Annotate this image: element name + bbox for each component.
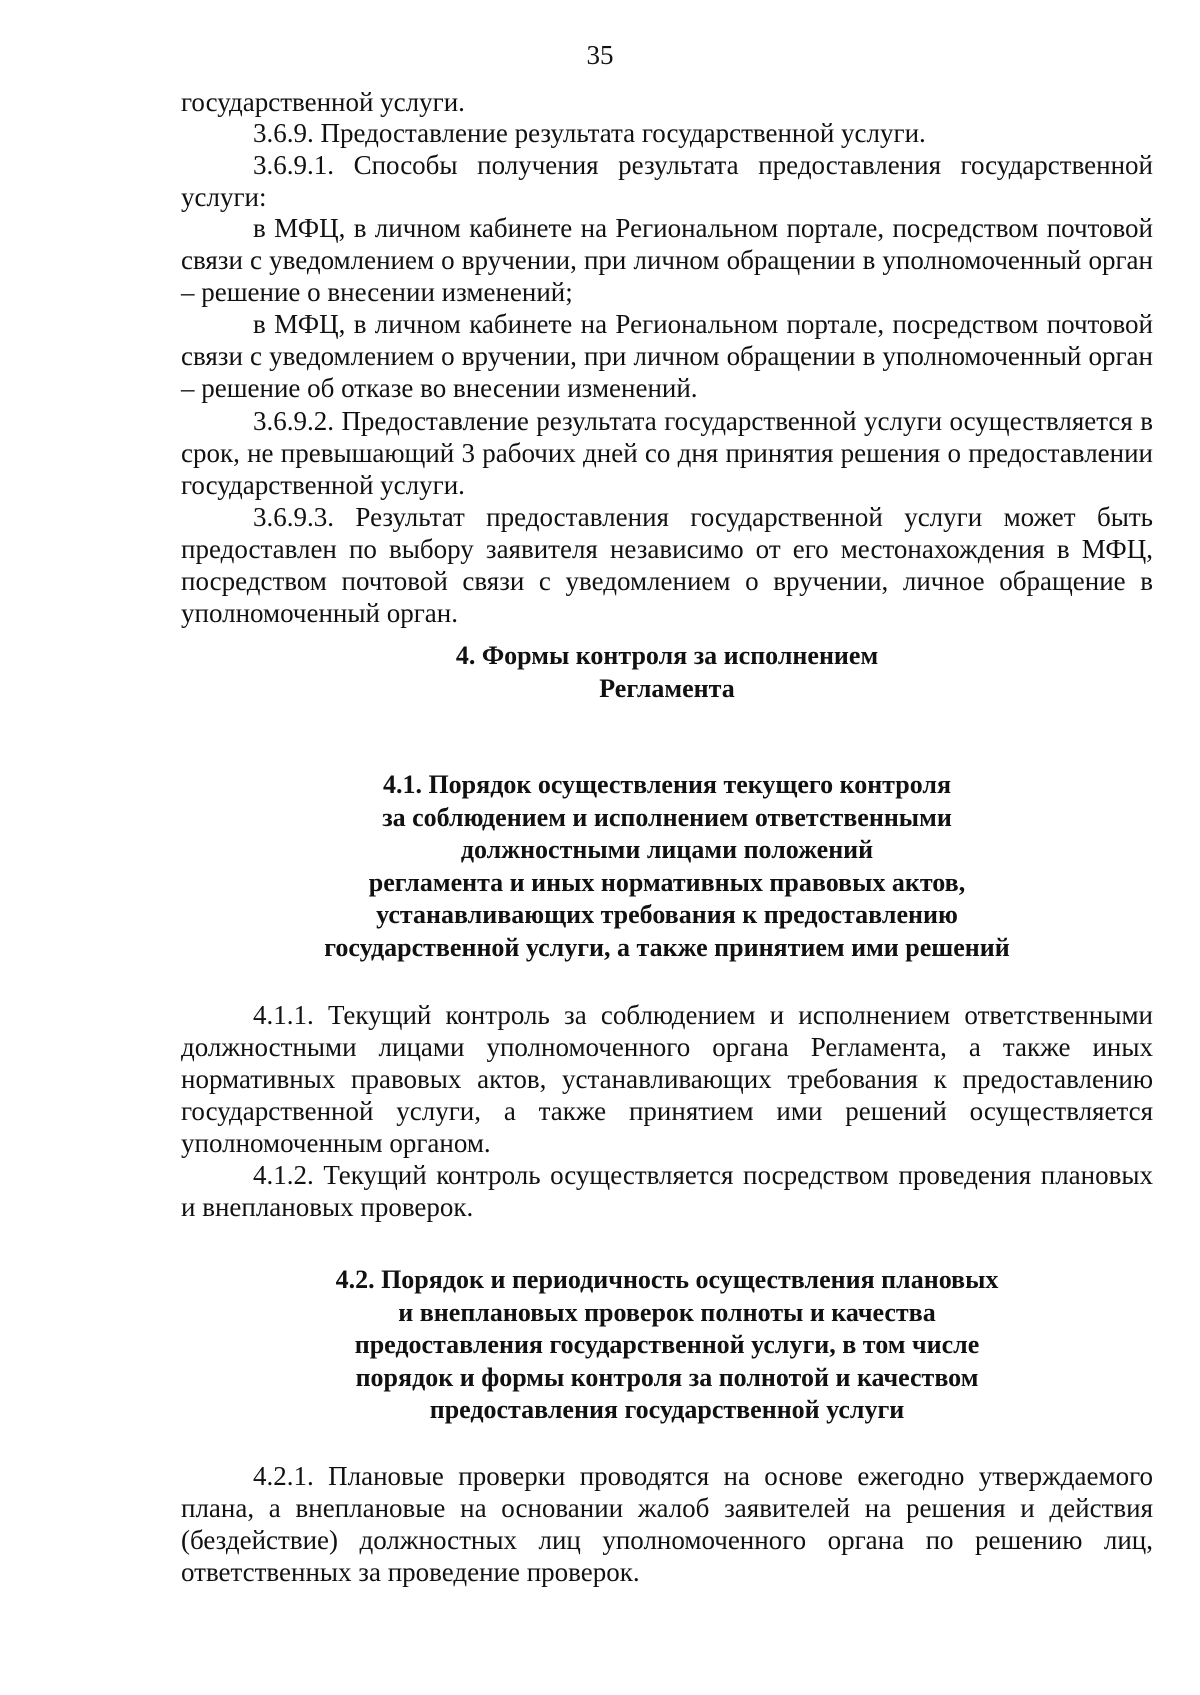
heading-line: должностными лицами положений: [460, 835, 874, 864]
paragraph-3-6-9-2: 3.6.9.2. Предоставление результата государственной услуги осуществляется в срок, не превышающий 3 рабочих дней со дня принятия решения о предоставлении государственной услуги.: [181, 406, 1153, 500]
heading-line: государственной услуги, а также принятием ими решений: [324, 932, 1010, 962]
paragraph-continuation: государственной услуги.: [181, 87, 465, 117]
section-heading-4-1: [181, 769, 1153, 964]
heading-line: предоставления государственной услуги: [429, 1395, 905, 1424]
paragraph-method-changes: в МФЦ, в личном кабинете на Региональном портале, посредством почтовой связи с уведомлением о вручении, при личном обращении в уполномоченный орган – решение о внесении изменений;: [181, 213, 1153, 307]
heading-line: порядок и формы контроля за полнотой и качеством: [355, 1362, 979, 1392]
heading-line: 4.2. Порядок и периодичность осуществления плановых: [335, 1265, 999, 1294]
heading-line: Регламента: [599, 673, 735, 703]
heading-line: 4.1. Порядок осуществления текущего контроля: [382, 770, 952, 799]
paragraph-3-6-9-3: 3.6.9.3. Результат предоставления государственной услуги может быть предоставлен по выбору заявителя независимо от его местонахождения в МФЦ, посредством почтовой связи с уведомлением о вручении, личное обращение в уполномоченный орган.: [181, 502, 1153, 628]
heading-line: и внеплановых проверок полноты и качества: [398, 1297, 936, 1327]
section-heading-4: [181, 640, 1153, 705]
heading-line: 4. Формы контроля за исполнением: [455, 641, 879, 670]
paragraph-3-6-9-1: 3.6.9.1. Способы получения результата предоставления государственной услуги:: [181, 150, 1153, 212]
paragraph-4-2-1: 4.2.1. Плановые проверки проводятся на основе ежегодно утверждаемого плана, а внеплановые на основании жалоб заявителей на решения и действия (бездействие) должностных лиц уполномоченного органа по решению лиц, ответственных за проведение проверок.: [181, 1461, 1153, 1587]
heading-line: предоставления государственной услуги, в том числе: [354, 1330, 980, 1359]
heading-line: устанавливающих требования к предоставлению: [376, 900, 958, 929]
paragraph-method-refusal: в МФЦ, в личном кабинете на Региональном портале, посредством почтовой связи с уведомлением о вручении, при личном обращении в уполномоченный орган – решение об отказе во внесении изменений.: [181, 309, 1153, 403]
paragraph-4-1-1: 4.1.1. Текущий контроль за соблюдением и исполнением ответственными должностными лицами уполномоченного органа Регламента, а также иных нормативных правовых актов, устанавливающих требования к предоставлению государственной услуги, а также принятием ими решений осуществляется уполномоченным органом.: [181, 1000, 1153, 1158]
page-number: 35: [586, 40, 614, 70]
paragraph-4-1-2: 4.1.2. Текущий контроль осуществляется посредством проведения плановых и внеплановых проверок.: [181, 1160, 1153, 1222]
paragraph-3-6-9: 3.6.9. Предоставление результата государственной услуги.: [253, 118, 926, 148]
section-heading-4-2: [181, 1264, 1153, 1427]
heading-line: за соблюдением и исполнением ответственными: [382, 802, 952, 832]
heading-line: регламента и иных нормативных правовых актов,: [368, 867, 966, 897]
